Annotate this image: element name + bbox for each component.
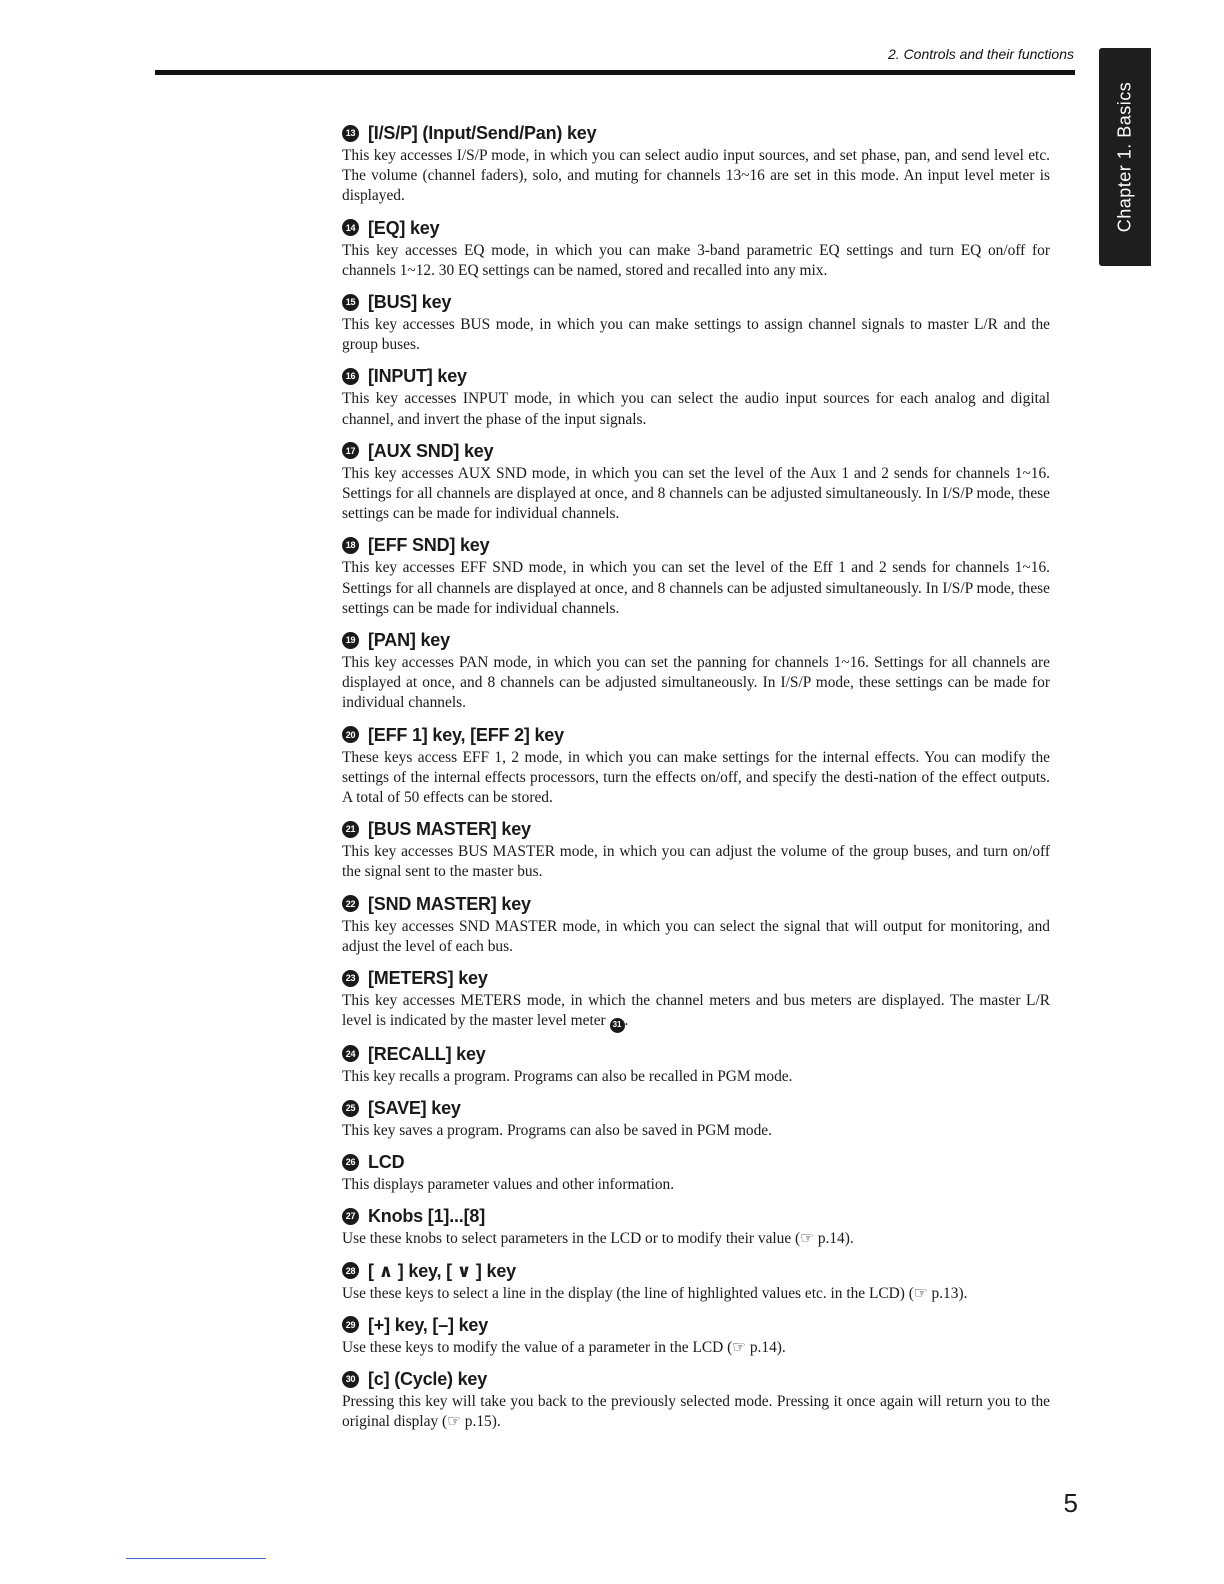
chapter-tab-label: Chapter 1. Basics	[1114, 81, 1135, 233]
section-body-suffix: .	[624, 1012, 629, 1030]
section-heading	[342, 120, 1050, 146]
section-body: This key accesses INPUT mode, in which you can select the audio input sources for each analog and digital channel, and invert the phase of the input signals.	[342, 390, 1050, 428]
section-heading	[342, 215, 1050, 241]
section-title: [BUS MASTER] key	[368, 819, 531, 840]
section-title: [SND MASTER] key	[368, 893, 531, 914]
section-eff-snd-key	[342, 532, 1050, 619]
section-body: This key accesses SND MASTER mode, in which you can select the signal that will output for monitoring, and adjust the level of each bus.	[342, 917, 1050, 955]
section-body: This key accesses I/S/P mode, in which you can select audio input sources, and set phase, pan, and send level etc. The volume (channel faders), solo, and muting for channels 13~16 are set in this mode. An input level meter is displayed.	[342, 147, 1050, 205]
section-body: Use these knobs to select parameters in the LCD or to modify their value (☞ p.14).	[342, 1230, 854, 1248]
section-title: [AUX SND] key	[368, 440, 494, 461]
item-number-badge: 16	[342, 368, 359, 385]
item-number-badge: 19	[342, 632, 359, 649]
section-input-key	[342, 363, 1050, 429]
section-title: [SAVE] key	[368, 1098, 461, 1119]
section-title: [BUS] key	[368, 292, 452, 313]
item-number-badge: 29	[342, 1316, 359, 1333]
item-number-badge: 18	[342, 537, 359, 554]
section-bus-master-key	[342, 816, 1050, 882]
running-head: 2. Controls and their functions	[888, 46, 1074, 62]
section-body: This key accesses BUS mode, in which you can make settings to assign channel signals to master L/R and the group buses.	[342, 316, 1050, 354]
section-heading	[342, 1258, 1050, 1284]
item-number-badge: 17	[342, 442, 359, 459]
section-title: [ ∧ ] key, [ ∨ ] key	[368, 1260, 516, 1281]
section-title: [EFF SND] key	[368, 535, 490, 556]
main-content	[342, 120, 1050, 1441]
item-reference-badge: 31	[610, 1018, 625, 1033]
section-snd-master-key	[342, 891, 1050, 957]
item-number-badge: 27	[342, 1208, 359, 1225]
section-heading	[342, 1312, 1050, 1338]
section-cycle-key	[342, 1366, 1050, 1432]
section-heading	[342, 289, 1050, 315]
section-title: [PAN] key	[368, 630, 450, 651]
section-eff-keys	[342, 722, 1050, 809]
section-eq-key	[342, 215, 1050, 281]
page-number: 5	[1063, 1488, 1078, 1518]
section-body: Use these keys to select a line in the display (the line of highlighted values etc. in the LCD) (☞ p.13).	[342, 1284, 968, 1302]
item-number-badge: 21	[342, 821, 359, 838]
section-heading	[342, 816, 1050, 842]
item-number-badge: 20	[342, 726, 359, 743]
item-number-badge: 30	[342, 1371, 359, 1388]
section-title: [INPUT] key	[368, 366, 467, 387]
section-body: This displays parameter values and other information.	[342, 1176, 675, 1194]
section-body: Pressing this key will take you back to the previously selected mode. Pressing it once again will return you to the original display (☞ p.15).	[342, 1393, 1050, 1431]
chapter-tab	[1099, 48, 1151, 266]
item-number-badge: 28	[342, 1262, 359, 1279]
section-heading	[342, 532, 1050, 558]
section-title: Knobs [1]...[8]	[368, 1206, 485, 1227]
section-heading	[342, 1203, 1050, 1229]
section-title: [EQ] key	[368, 217, 440, 238]
section-knobs	[342, 1203, 1050, 1249]
section-heading	[342, 891, 1050, 917]
section-heading	[342, 1366, 1050, 1392]
section-body-text: This key accesses METERS mode, in which the channel meters and bus meters are displayed. The master L/R level is indicated by the master level meter	[342, 992, 1050, 1030]
item-number-badge: 15	[342, 294, 359, 311]
section-heading	[342, 722, 1050, 748]
item-number-badge: 22	[342, 895, 359, 912]
section-heading	[342, 1041, 1050, 1067]
section-body: This key accesses BUS MASTER mode, in which you can adjust the volume of the group buses, and turn on/off the signal sent to the master bus.	[342, 843, 1050, 881]
section-plus-minus-keys	[342, 1312, 1050, 1358]
item-number-badge: 26	[342, 1154, 359, 1171]
section-lcd	[342, 1149, 1050, 1195]
section-body: This key accesses EQ mode, in which you can make 3-band parametric EQ settings and turn EQ on/off for channels 1~12. 30 EQ settings can be named, stored and recalled into any mix.	[342, 241, 1050, 279]
section-title: [+] key, [–] key	[368, 1314, 489, 1335]
section-title: [METERS] key	[368, 968, 488, 989]
section-body: Use these keys to modify the value of a parameter in the LCD (☞ p.14).	[342, 1338, 786, 1356]
footer-rule	[126, 1558, 266, 1559]
section-aux-snd-key	[342, 438, 1050, 525]
section-meters-key	[342, 965, 1050, 1033]
section-body: These keys access EFF 1, 2 mode, in which you can make settings for the internal effects. You can modify the settings of the internal effects processors, turn the effects on/off, and specify the desti-nation of the effect outputs. A total of 50 effects can be stored.	[342, 748, 1050, 807]
section-heading	[342, 1149, 1050, 1175]
section-title: [EFF 1] key, [EFF 2] key	[368, 724, 564, 745]
section-isp-key	[342, 120, 1050, 207]
section-heading	[342, 1095, 1050, 1121]
item-number-badge: 13	[342, 125, 359, 142]
section-title: [RECALL] key	[368, 1043, 486, 1064]
section-body: This key accesses PAN mode, in which you can set the panning for channels 1~16. Settings for all channels are displayed at once, and 8 channels can be adjusted simultaneously. In I/S/P mode, these settings can be made for individual channels.	[342, 654, 1050, 712]
item-number-badge: 24	[342, 1045, 359, 1062]
section-body: This key accesses EFF SND mode, in which you can set the level of the Eff 1 and 2 sends for channels 1~16. Settings for all channels are displayed at once, and 8 channels can be adjusted simultaneously. In I/S/P mode, these settings can be made for individual channels.	[342, 559, 1050, 617]
item-number-badge: 23	[342, 970, 359, 987]
section-up-down-keys	[342, 1258, 1050, 1304]
section-body	[342, 991, 1050, 1033]
section-save-key	[342, 1095, 1050, 1141]
section-body: This key recalls a program. Programs can also be recalled in PGM mode.	[342, 1067, 793, 1085]
section-pan-key	[342, 627, 1050, 714]
header-rule	[155, 70, 1075, 75]
section-title: LCD	[368, 1152, 405, 1173]
section-bus-key	[342, 289, 1050, 355]
section-recall-key	[342, 1041, 1050, 1087]
section-title: [c] (Cycle) key	[368, 1369, 488, 1390]
section-body: This key saves a program. Programs can also be saved in PGM mode.	[342, 1122, 772, 1140]
section-title: [I/S/P] (Input/Send/Pan) key	[368, 123, 597, 143]
section-heading	[342, 627, 1050, 653]
section-heading	[342, 965, 1050, 991]
section-heading	[342, 363, 1050, 389]
section-heading	[342, 438, 1050, 464]
item-number-badge: 25	[342, 1100, 359, 1117]
item-number-badge: 14	[342, 219, 359, 236]
section-body: This key accesses AUX SND mode, in which you can set the level of the Aux 1 and 2 sends for channels 1~16. Settings for all channels are displayed at once, and 8 channels can be adjusted simultaneously. In I/S/P mode, these settings can be made for individual channels.	[342, 464, 1050, 523]
